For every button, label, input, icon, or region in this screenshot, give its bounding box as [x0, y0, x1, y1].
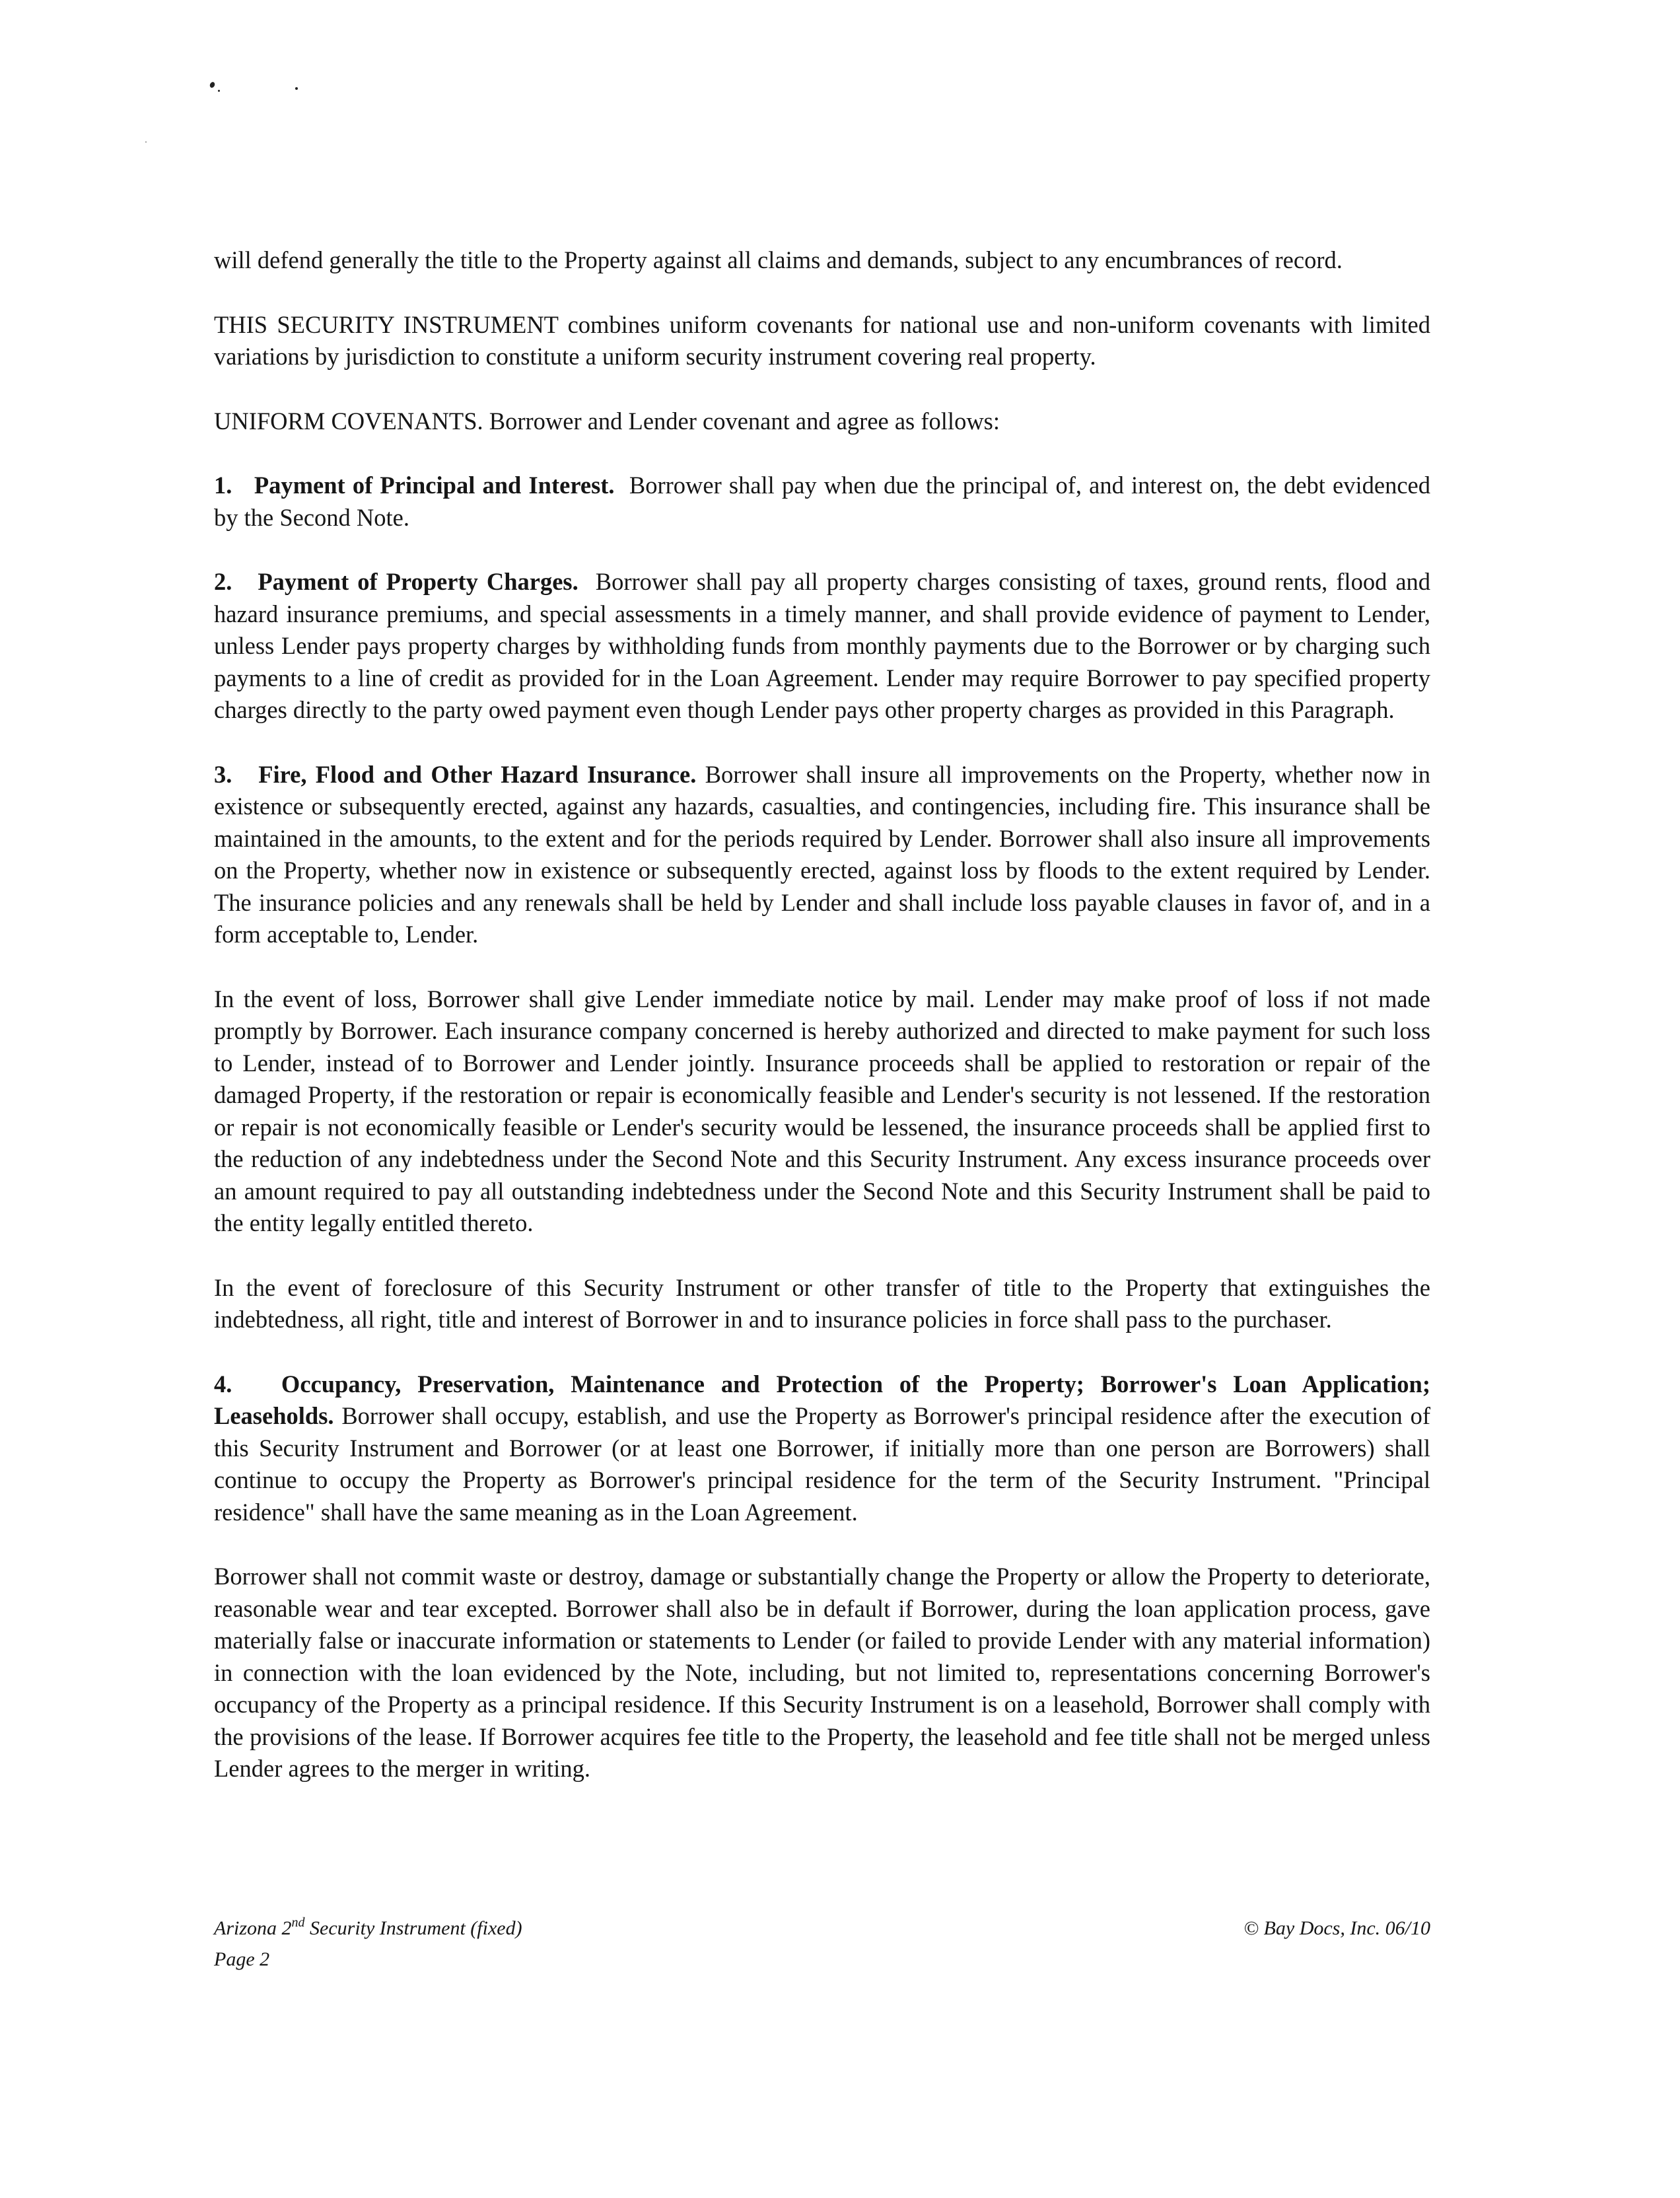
footer-copyright: © Bay Docs, Inc. 06/10 [1243, 1917, 1430, 1939]
covenant-text: Borrower shall pay all property charges consisting of taxes, ground rents, flood and hazard insurance premiums, and special assessments in a timely manner, and shall provide evidence of payment to Lender, unless Lender pays property charges by withholding funds from monthly payments due to the Borrower or by charging such payments to a line of credit as provided for in the Loan Agreement. Lender may require Borrower to pay specified property charges directly to the party owed payment even though Lender pays other property charges as provided in this Paragraph. [214, 568, 1431, 723]
scan-speck [295, 87, 298, 90]
footer-page-number: Page 2 [214, 1948, 270, 1970]
covenant-text: Borrower shall insure all improvements on the Property, whether now in existence or subsequently erected, against any hazards, casualties, and contingencies, including fire. This insurance shall be maintained in the amounts, to the extent and for the periods required by Lender. Borrower shall also insure all improvements on the Property, whether now in existence or subsequently erected, against loss by floods to the extent required by Lender. The insurance policies and any renewals shall be held by Lender and shall include loss payable clauses in favor of, and in a form acceptable to, Lender. [214, 760, 1431, 948]
paragraph-security-instrument-intro [214, 309, 1430, 373]
paragraph-text: In the event of foreclosure of this Security Instrument or other transfer of title to the Property that extinguishes the indebtedness, all right, title and interest of Borrower in and to insurance policies in force shall pass to the purchaser. [214, 1273, 1430, 1333]
paragraph-text: UNIFORM COVENANTS. Borrower and Lender covenant and agree as follows: [214, 407, 1000, 435]
footer-right [1243, 1913, 1430, 1944]
paragraph-title-defense [214, 244, 1430, 277]
covenant-number: 3. [214, 760, 232, 788]
paragraph-text: will defend generally the title to the Property against all claims and demands, subject to any encumbrances of record. [214, 246, 1343, 273]
covenant-4-occupancy [214, 1368, 1430, 1529]
covenant-number: 2. [214, 568, 232, 595]
footer-title-superscript: nd [291, 1915, 305, 1930]
footer-title-prefix: Arizona 2 [214, 1917, 292, 1939]
scan-speck [218, 90, 220, 92]
scan-speck [145, 141, 147, 143]
covenant-3-hazard-insurance [214, 759, 1430, 951]
covenant-number: 1. [214, 472, 232, 499]
document-body [214, 244, 1430, 1818]
paragraph-text: Borrower shall not commit waste or destroy, damage or substantially change the Property or allow the Property to deteriorate, reasonable wear and tear excepted. Borrower shall also be in default if Borrower, during the loan application process, gave materially false or inaccurate information or statements to Lender (or failed to provide Lender with any material information) in connection with the loan evidenced by the Note, including, but not limited to, representations concerning Borrower's occupancy of the Property as a principal residence. If this Security Instrument is on a leasehold, Borrower shall comply with the provisions of the lease. If Borrower acquires fee title to the Property, the leasehold and fee title shall not be merged unless Lender agrees to the merger in writing. [214, 1563, 1430, 1782]
covenant-heading: Payment of Property Charges. [258, 568, 578, 595]
paragraph-uniform-covenants [214, 406, 1430, 438]
footer-document-title [214, 1913, 522, 1944]
covenant-1-principal-interest [214, 470, 1430, 534]
covenant-heading: Occupancy, Preservation, Maintenance and Protection of the Property; Borrower's Loan Application; Leaseholds. [214, 1370, 1431, 1429]
paragraph-event-of-foreclosure [214, 1272, 1430, 1336]
footer-left [214, 1913, 522, 1975]
covenant-heading: Payment of Principal and Interest. [254, 472, 615, 499]
covenant-text: Borrower shall pay when due the principal of, and interest on, the debt evidenced by the Second Note. [214, 472, 1431, 531]
footer-title-suffix: Security Instrument (fixed) [304, 1917, 522, 1939]
paragraph-waste-default [214, 1561, 1430, 1785]
paragraph-event-of-loss [214, 983, 1430, 1240]
scan-speck [209, 81, 215, 89]
covenant-text: Borrower shall occupy, establish, and use the Property as Borrower's principal residence after the execution of this Security Instrument and Borrower (or at least one Borrower, if initially more than one person are Borrowers) shall continue to occupy the Property as Borrower's principal residence for the term of the Security Instrument. "Principal residence" shall have the same meaning as in the Loan Agreement. [214, 1402, 1431, 1526]
covenant-heading: Fire, Flood and Other Hazard Insurance. [258, 760, 697, 788]
paragraph-text: THIS SECURITY INSTRUMENT combines uniform covenants for national use and non-uniform covenants with limited variations by jurisdiction to constitute a uniform security instrument covering real property. [214, 310, 1430, 370]
covenant-number: 4. [214, 1370, 232, 1398]
paragraph-text: In the event of loss, Borrower shall give Lender immediate notice by mail. Lender may make proof of loss if not made promptly by Borrower. Each insurance company concerned is hereby authorized and directed to make payment for such loss to Lender, instead of to Borrower and Lender jointly. Insurance proceeds shall be applied to restoration or repair of the damaged Property, if the restoration or repair is economically feasible and Lender's security is not lessened. If the restoration or repair is not economically feasible or Lender's security would be lessened, the insurance proceeds shall be applied first to the reduction of any indebtedness under the Second Note and this Security Instrument. Any excess insurance proceeds over an amount required to pay all outstanding indebtedness under the Second Note and this Security Instrument shall be paid to the entity legally entitled thereto. [214, 985, 1430, 1236]
covenant-2-property-charges [214, 566, 1430, 727]
